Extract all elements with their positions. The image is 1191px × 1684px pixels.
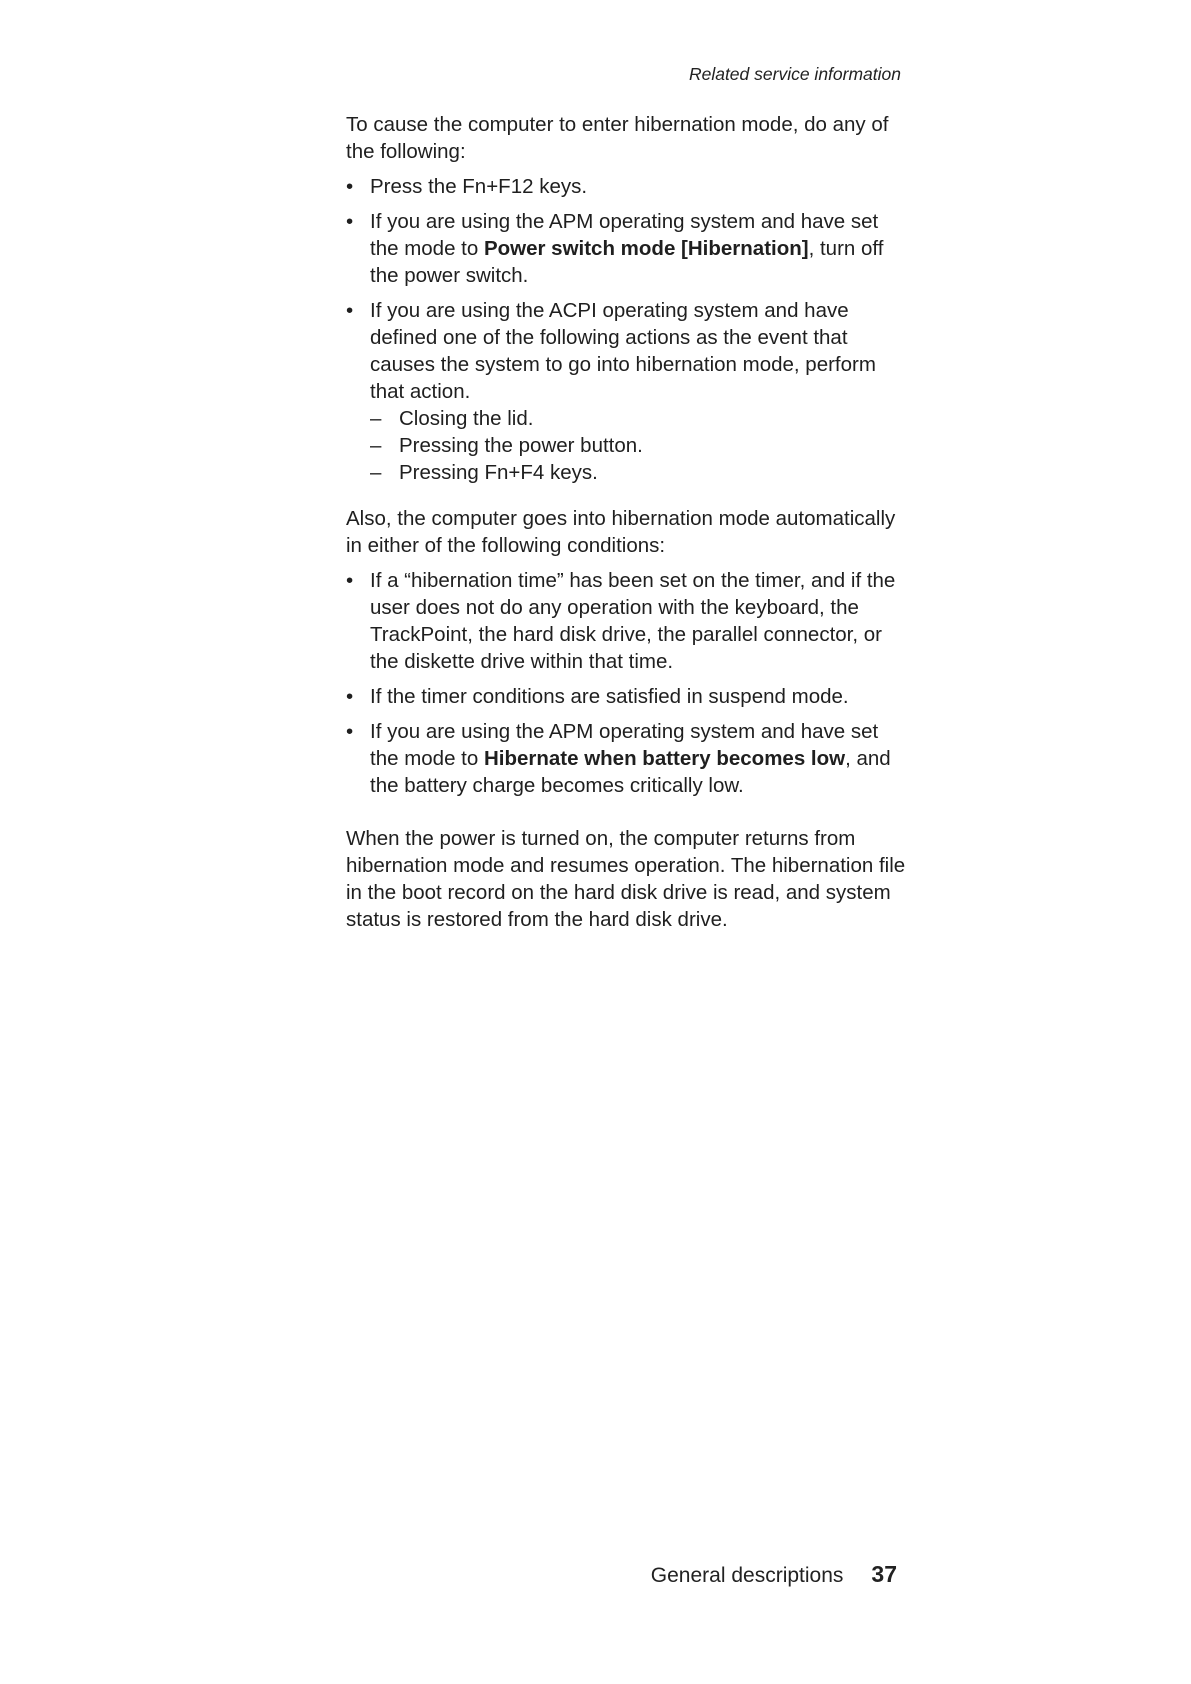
list-item-text: , and the battery charge becomes critically low. (370, 747, 891, 797)
auto-intro-paragraph: Also, the computer goes into hibernation mode automatically in either of the following conditions: (346, 507, 896, 557)
list-item-text: If a “hibernation time” has been set on the timer, and if the user does not do any operation with the keyboard, the TrackPoint, the hard disk drive, the parallel connector, or the diskette drive within that time. (370, 569, 896, 673)
list-item (346, 567, 906, 675)
list-item (346, 683, 906, 710)
sub-list-item: – Pressing Fn+F4 keys. (370, 459, 906, 486)
footer-section-title: General descriptions (650, 1564, 844, 1587)
page-number: 37 (871, 1561, 897, 1587)
list-item (346, 297, 906, 486)
intro-paragraph: To cause the computer to enter hibernation mode, do any of the following: (346, 113, 889, 163)
list-item-text: If you are using the ACPI operating system and have defined one of the following actions as the event that causes the system to go into hibernation mode, perform that action. (370, 299, 876, 403)
resume-paragraph: When the power is turned on, the computer returns from hibernation mode and resumes operation. The hibernation file in the boot record on the hard disk drive is read, and system status is restored from the hard disk drive. (346, 827, 906, 931)
list-item-text: Press the Fn+F12 keys. (370, 175, 588, 198)
option-name: Hibernate when battery becomes low (483, 747, 846, 770)
list-item-text: If you are using the APM operating system and have set the mode to (370, 210, 879, 260)
auto-conditions-list (346, 567, 906, 799)
list-item (346, 173, 906, 200)
page-body (346, 111, 906, 933)
list-item-text: If you are using the APM operating system and have set the mode to (370, 720, 879, 770)
list-item (346, 718, 906, 799)
page-footer (651, 1561, 897, 1588)
running-head: Related service information (688, 64, 901, 84)
enter-methods-list (346, 173, 906, 486)
sub-list-item: – Pressing the power button. (370, 432, 906, 459)
list-item-text: , turn off the power switch. (370, 237, 884, 287)
list-item-text: If the timer conditions are satisfied in suspend mode. (370, 685, 849, 708)
sub-list-item: – Closing the lid. (370, 405, 906, 432)
option-name: Power switch mode [Hibernation] (483, 237, 809, 260)
list-item (346, 208, 906, 289)
acpi-actions-list (370, 405, 906, 486)
